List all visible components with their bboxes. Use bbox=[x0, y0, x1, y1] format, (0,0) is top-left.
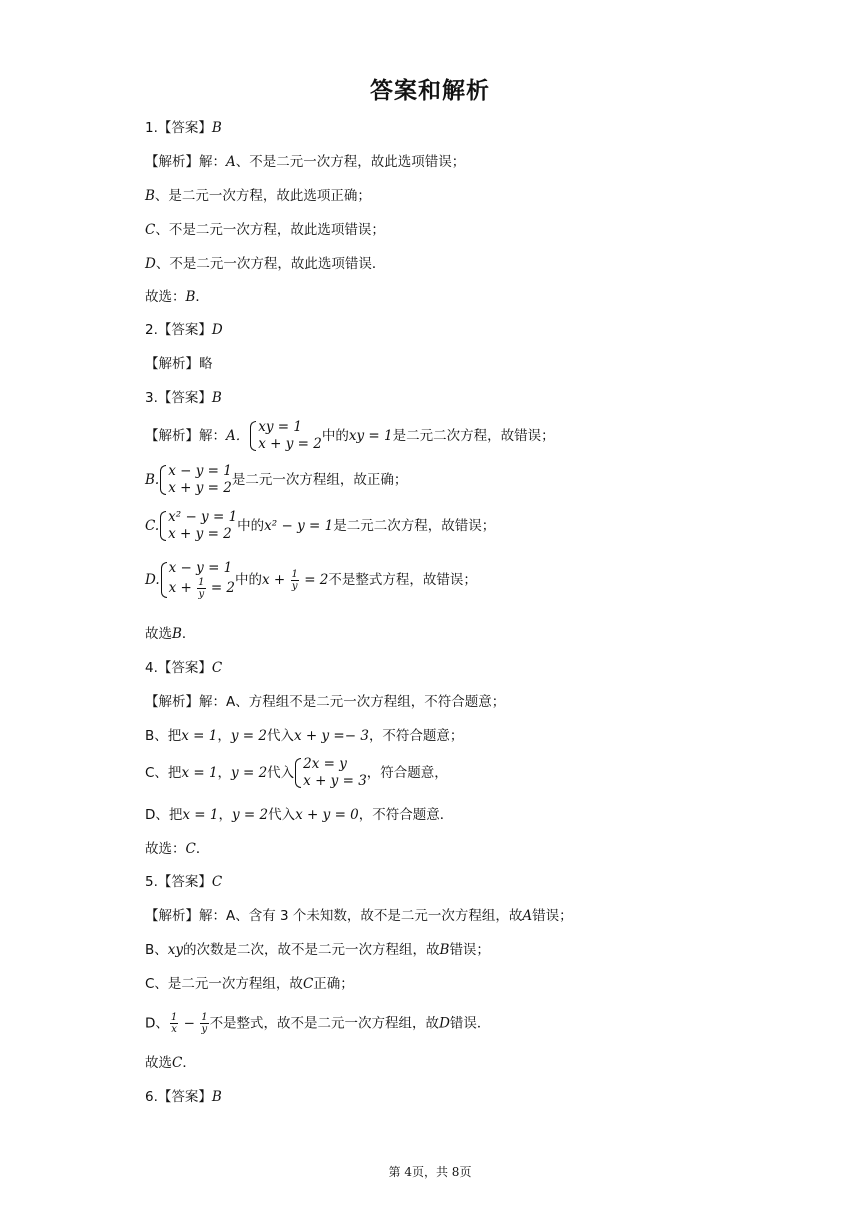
answer-letter: B bbox=[211, 1089, 222, 1105]
line-text: 错误． bbox=[449, 1015, 491, 1032]
equation: y = 2 bbox=[232, 807, 269, 823]
line-text: 代入 bbox=[268, 807, 296, 823]
equation-system bbox=[159, 463, 232, 497]
conclusion-letter: B bbox=[185, 289, 196, 305]
answer-prefix: 5.【答案】 bbox=[145, 874, 212, 890]
equation-row: x + y = 2 bbox=[168, 526, 232, 542]
q2-answer bbox=[145, 321, 223, 339]
option-label: A． bbox=[226, 428, 250, 444]
fraction-denominator: y bbox=[201, 1024, 208, 1035]
q5-line-a bbox=[145, 907, 573, 925]
answer-letter: B bbox=[211, 390, 222, 406]
equation-row: x + y = 2 bbox=[168, 480, 232, 496]
line-text: 是二元二次方程，故错误； bbox=[333, 518, 496, 534]
q5-answer bbox=[145, 873, 222, 891]
line-text: 不是整式，故不是二元一次方程组，故 bbox=[209, 1015, 440, 1032]
conclusion-letter: C bbox=[172, 1055, 183, 1071]
q4-conclusion bbox=[145, 840, 209, 858]
line-text: 不是整式方程，故错误； bbox=[328, 572, 477, 588]
q1-line-b bbox=[145, 187, 371, 205]
equation: y = 2 bbox=[230, 728, 267, 744]
line-text: B、 bbox=[145, 942, 168, 958]
equation-system bbox=[249, 419, 322, 453]
q3-line-d bbox=[145, 560, 477, 600]
equation: y = 2 bbox=[231, 765, 268, 781]
option-letter: C bbox=[145, 222, 156, 238]
fraction-denominator: y bbox=[198, 589, 205, 600]
q4-line-a: 【解析】解：A、方程组不是二元一次方程组，不符合题意； bbox=[145, 694, 506, 710]
equation: xy bbox=[167, 942, 184, 958]
option-letter: C bbox=[302, 976, 314, 992]
option-label: D. bbox=[145, 572, 160, 588]
line-text: 中的 bbox=[235, 572, 263, 588]
q3-line-a bbox=[145, 419, 555, 453]
line-text: 代入 bbox=[267, 728, 294, 744]
line-text: 中的 bbox=[237, 518, 265, 534]
line-text: 错误； bbox=[449, 942, 490, 958]
q5-line-b bbox=[145, 941, 490, 959]
equation-row: x + y = 2 bbox=[258, 436, 322, 452]
fraction-numerator: 1 bbox=[201, 1012, 208, 1023]
fraction-denominator: x bbox=[171, 1024, 177, 1035]
fraction bbox=[200, 1012, 208, 1035]
period: ． bbox=[182, 1055, 196, 1071]
equation-part: x + bbox=[168, 580, 197, 596]
equation-part: = 2 bbox=[299, 572, 329, 588]
q3-line-b bbox=[145, 463, 407, 497]
line-text: 正确； bbox=[313, 976, 354, 992]
equation-part: x + bbox=[262, 572, 290, 588]
equation: xy = 1 bbox=[348, 428, 393, 444]
page-title: 答案和解析 bbox=[370, 78, 490, 104]
separator: ， bbox=[217, 728, 231, 744]
conclusion-prefix: 故选： bbox=[145, 289, 186, 305]
line-text: 中的 bbox=[321, 428, 349, 444]
page-footer: 第 4页，共 8页 bbox=[388, 1165, 472, 1179]
answer-letter: B bbox=[211, 120, 222, 136]
equation-row: x + y = 3 bbox=[303, 773, 367, 789]
equation-row: x² − y = 1 bbox=[168, 509, 238, 525]
q2-jiexi: 【解析】略 bbox=[145, 356, 213, 372]
line-text: ，符合题意， bbox=[366, 765, 448, 781]
answer-prefix: 6.【答案】 bbox=[145, 1089, 212, 1105]
fraction bbox=[291, 569, 299, 592]
line-text: 错误； bbox=[532, 908, 573, 924]
answer-prefix: 2.【答案】 bbox=[145, 322, 212, 338]
q1-line-d bbox=[145, 255, 385, 273]
q5-conclusion bbox=[145, 1054, 196, 1072]
line-text: C、把 bbox=[145, 765, 182, 781]
conclusion-prefix: 故选 bbox=[145, 1055, 172, 1071]
line-text: D、 bbox=[145, 1015, 169, 1032]
period: ． bbox=[195, 289, 209, 305]
equation-system bbox=[294, 756, 367, 790]
q4-answer bbox=[145, 659, 222, 677]
line-text: ，不符合题意； bbox=[368, 728, 464, 744]
q1-line-a bbox=[145, 153, 465, 171]
jiexi-label: 【解析】解： bbox=[145, 428, 226, 444]
conclusion-letter: B bbox=[172, 626, 182, 642]
fraction-denominator: y bbox=[291, 580, 298, 592]
equation: x = 1 bbox=[182, 807, 219, 823]
line-text: D、把 bbox=[145, 807, 183, 823]
equation-system bbox=[160, 560, 235, 600]
option-label: B. bbox=[145, 472, 160, 488]
equation: x = 1 bbox=[181, 765, 218, 781]
line-text: 、不是二元一次方程，故此选项错误； bbox=[155, 222, 385, 238]
line-text: 的次数是二次，故不是二元一次方程组，故 bbox=[183, 942, 440, 958]
line-text: B、把 bbox=[145, 728, 182, 744]
equation: x² − y = 1 bbox=[264, 518, 334, 534]
q1-conclusion bbox=[145, 288, 209, 306]
conclusion-prefix: 故选： bbox=[145, 841, 186, 857]
answer-letter: D bbox=[211, 322, 223, 338]
line-text: 、不是二元一次方程，故此选项错误； bbox=[235, 154, 466, 170]
q5-line-d bbox=[145, 1012, 490, 1035]
equation-row: xy = 1 bbox=[258, 419, 302, 435]
q3-line-c bbox=[145, 509, 495, 543]
equation-row: 2x = y bbox=[303, 756, 347, 772]
line-text: 【解析】解：A、含有 3 个未知数，故不是二元一次方程组，故 bbox=[145, 908, 523, 924]
answer-letter: C bbox=[211, 660, 223, 676]
equation-row bbox=[169, 577, 235, 600]
q4-line-b bbox=[145, 727, 463, 745]
line-text: 是二元一次方程组，故正确； bbox=[231, 472, 408, 488]
q6-answer bbox=[145, 1088, 222, 1106]
equation: x = 1 bbox=[181, 728, 218, 744]
minus-sign: − bbox=[179, 1015, 200, 1032]
answer-prefix: 1.【答案】 bbox=[145, 120, 212, 136]
option-letter: B bbox=[145, 188, 155, 204]
q4-line-c bbox=[145, 756, 448, 790]
conclusion-prefix: 故选 bbox=[145, 626, 172, 642]
q5-line-c bbox=[145, 975, 354, 993]
fraction bbox=[197, 577, 205, 600]
q1-answer bbox=[145, 119, 222, 137]
q3-conclusion bbox=[145, 625, 195, 643]
period: ． bbox=[181, 626, 196, 642]
separator: ， bbox=[217, 765, 232, 781]
conclusion-letter: C bbox=[185, 841, 196, 857]
fraction-numerator: 1 bbox=[170, 1012, 178, 1023]
line-text: 、是二元一次方程，故此选项正确； bbox=[154, 188, 371, 204]
separator: ， bbox=[218, 807, 233, 823]
option-letter: A bbox=[226, 154, 236, 170]
q1-line-c bbox=[145, 221, 385, 239]
equation: x + y = 0 bbox=[295, 807, 359, 823]
answer-prefix: 4.【答案】 bbox=[145, 660, 212, 676]
equation-row: x − y = 1 bbox=[168, 463, 232, 479]
jiexi-label: 【解析】解： bbox=[145, 154, 226, 170]
line-text: ，不符合题意． bbox=[358, 807, 454, 823]
period: ． bbox=[195, 841, 210, 857]
equation-system bbox=[159, 509, 237, 543]
equation-part: = 2 bbox=[206, 580, 236, 596]
line-text: C、是二元一次方程组，故 bbox=[145, 976, 303, 992]
fraction-numerator: 1 bbox=[291, 568, 298, 580]
option-label: C. bbox=[145, 518, 160, 534]
equation: x + y =− 3 bbox=[294, 728, 369, 744]
option-letter: D bbox=[439, 1015, 450, 1032]
fraction bbox=[170, 1012, 178, 1035]
equation-row: x − y = 1 bbox=[168, 560, 233, 576]
line-text: 是二元二次方程，故错误； bbox=[392, 428, 555, 444]
q4-line-d bbox=[145, 806, 453, 824]
fraction-numerator: 1 bbox=[198, 577, 205, 588]
answer-prefix: 3.【答案】 bbox=[145, 390, 212, 406]
line-text: 、不是二元一次方程，故此选项错误． bbox=[155, 256, 386, 272]
line-text: 代入 bbox=[267, 765, 295, 781]
option-letter: B bbox=[439, 942, 450, 958]
option-letter: D bbox=[145, 256, 156, 272]
q3-answer bbox=[145, 389, 222, 407]
answer-letter: C bbox=[211, 874, 223, 890]
option-letter: A bbox=[522, 908, 533, 924]
